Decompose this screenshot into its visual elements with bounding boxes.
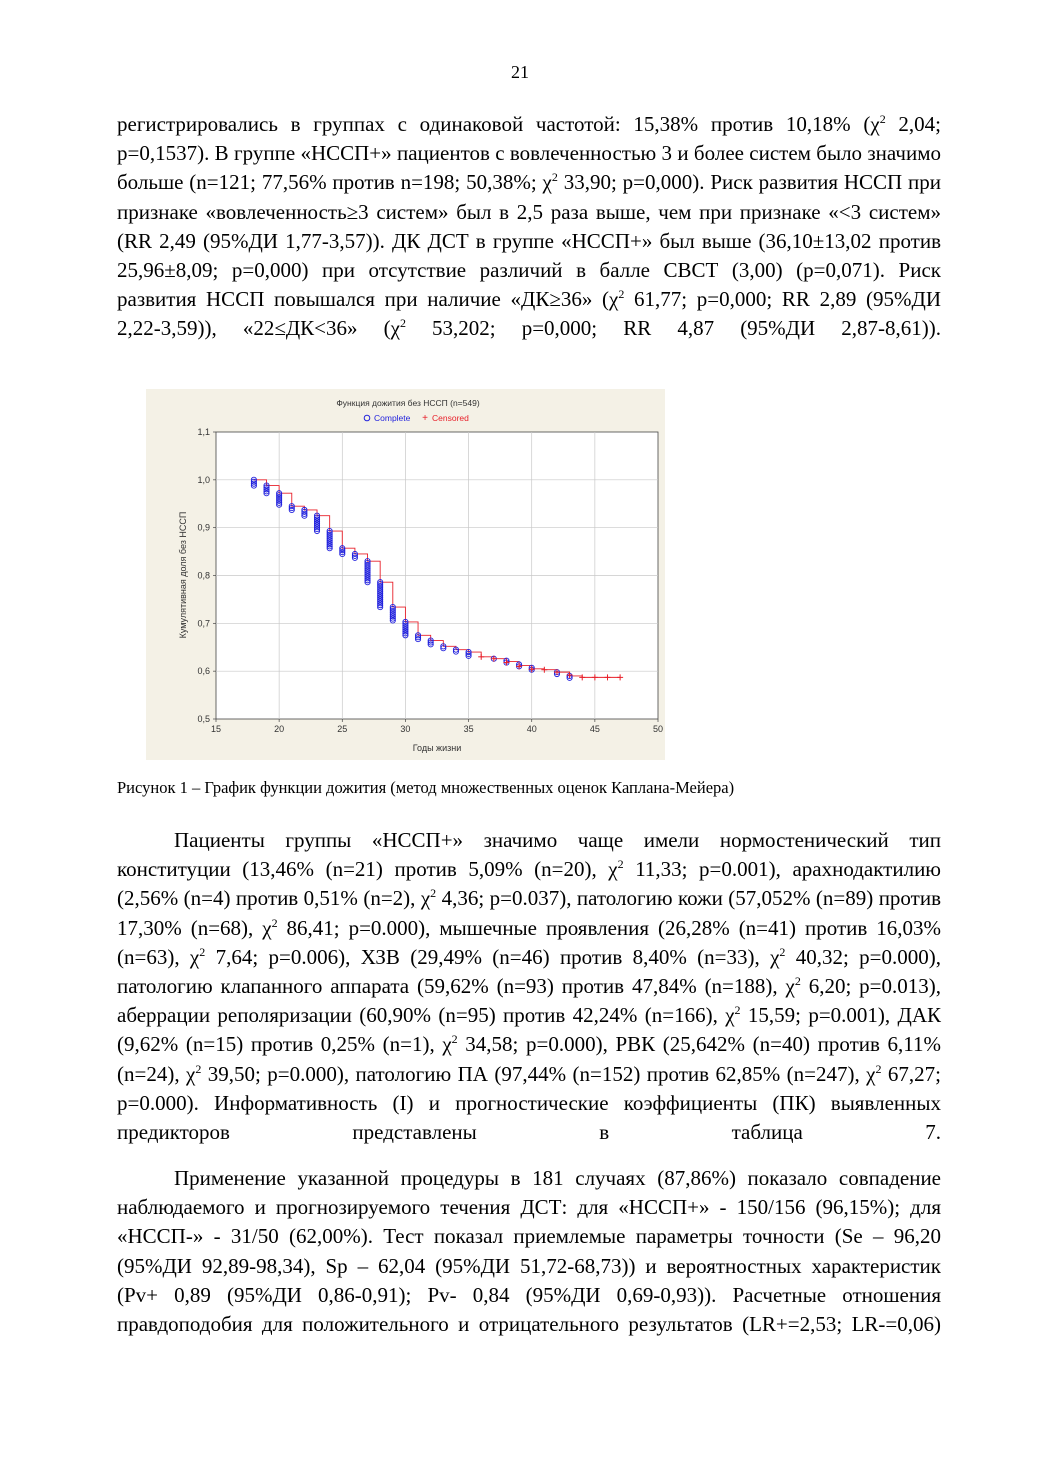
- x-tick-label: 30: [400, 724, 411, 734]
- superscript: 2: [271, 915, 278, 930]
- text-run: 33,90; p=0,000). Риск развития НССП при признаке «вовлеченность≥3 систем» был в 2,5 раза выше, чем при признаке «<3 систем» (RR 2,49 (95%ДИ 1,77-3,57)). ДК ДСТ в группе «НССП+» был выше (36,10±13,02 против 25,96±8,09; p=0,000) при отсутствие различий в балле СВСТ (3,00) (p=0,071). Риск развития НССП повышался при наличие «ДК≥36» (χ: [117, 170, 941, 312]
- superscript: 2: [551, 170, 558, 185]
- legend-complete-marker: [364, 415, 370, 421]
- x-tick-label: 50: [652, 724, 664, 734]
- text-run: Пациенты группы «НССП+» значимо чаще имели нормостенический тип конституции (13,46% (n=21) против 5,09% (n=20), χ: [117, 828, 941, 882]
- superscript: 2: [794, 974, 801, 989]
- y-tick-label: 0,7: [197, 618, 210, 629]
- superscript: 2: [618, 287, 625, 302]
- paragraph-2: [117, 826, 941, 1147]
- text-run: 2,04; p=0,1537). В группе «НССП+» пациентов с вовлеченностью 3 и более систем было значимо больше (n=121; 77,56% против n=198; 50,38%; χ: [117, 112, 941, 195]
- superscript: 2: [617, 857, 624, 872]
- text-run: 4,36; p=0.037), патологию кожи (57,052% (n=89) против 17,30% (n=68), χ: [117, 886, 941, 940]
- superscript: 2: [430, 886, 437, 901]
- superscript: 2: [879, 112, 886, 126]
- legend-censored-marker: +: [422, 413, 428, 424]
- y-tick-label: 1,0: [197, 474, 210, 485]
- superscript: 2: [451, 1032, 458, 1047]
- text-run: 11,33; p=0.001), арахнодактилию (2,56% (n=4) против 0,51% (n=2), χ: [117, 857, 941, 911]
- text-run: 6,20; p=0.013), аберрации реполяризации (60,90% (n=95) против 42,24% (n=166), χ: [117, 974, 942, 1028]
- text-run: 39,50; p=0.000), патологию ПА (97,44% (n=152) против 62,85% (n=247), χ: [201, 1061, 876, 1086]
- x-tick-label: 35: [463, 724, 474, 734]
- y-tick-label: 0,5: [197, 714, 210, 724]
- superscript: 2: [399, 316, 406, 331]
- page-number: 21: [511, 62, 529, 82]
- superscript: 2: [875, 1061, 882, 1076]
- text-run: 34,58; p=0.000), РВК (25,642% (n=40) против 6,11% (n=24), χ: [117, 1032, 941, 1086]
- y-axis-label: Кумулятивная доля без НССП: [178, 511, 188, 639]
- superscript: 2: [734, 1003, 741, 1018]
- legend-complete-label: Complete: [374, 413, 411, 423]
- paragraph-1: [117, 110, 941, 344]
- text-run: 15,59; p=0.001), ДАК (9,62% (n=15) против 0,25% (n=1), χ: [117, 1003, 941, 1057]
- superscript: 2: [199, 944, 206, 959]
- x-tick-label: 25: [337, 724, 348, 734]
- y-tick-label: 1,1: [197, 427, 210, 437]
- paragraph-3: Применение указанной процедуры в 181 случаях (87,86%) показало совпадение наблюдаемого и прогнозируемого течения ДСТ: для «НССП+» - 150/156 (96,15%); для «НССП-» - 31/50 (62,00%). Тест показал приемлемые параметры точности (Se – 96,20 (95%ДИ 92,89-98,34), Sp – 62,04 (95%ДИ 51,72-68,73)) и вероятностных характеристик (Pv+ 0,89 (95%ДИ 0,86-0,91); Pv- 0,84 (95%ДИ 0,69-0,93)). Расчетные отношения правдоподобия для положительного и отрицательного результатов (LR+=2,53; LR-=0,06): [117, 1166, 941, 1337]
- x-tick-label: 40: [526, 724, 537, 734]
- text-run: 67,27; p=0.000). Информативность (I) и прогностические коэффициенты (ПК) выявленных предикторов представлены в таблица 7.: [117, 1061, 941, 1145]
- y-tick-label: 0,8: [197, 570, 210, 581]
- text-run: регистрировались в группах с одинаковой частотой: 15,38% против 10,18% (χ: [117, 112, 880, 136]
- x-axis-label: Годы жизни: [412, 743, 462, 753]
- figure-kaplan-meier: [146, 389, 665, 760]
- x-tick-label: 45: [589, 724, 600, 734]
- text-run: 53,202; p=0,000; RR 4,87 (95%ДИ 2,87-8,61)).: [405, 316, 941, 341]
- survival-chart: [146, 389, 665, 760]
- text-run: 40,32; p=0.000), патологию клапанного аппарата (59,62% (n=93) против 47,84% (n=188), χ: [117, 944, 942, 999]
- y-tick-label: 0,6: [197, 666, 210, 677]
- y-tick-label: 0,9: [197, 522, 210, 533]
- x-tick-label: 20: [274, 724, 285, 734]
- figure-caption: Рисунок 1 – График функции дожития (метод множественных оценок Каплана-Мейера): [117, 778, 735, 797]
- text-run: 7,64; p=0.006), ХЗВ (29,49% (n=46) против 8,40% (n=33), χ: [205, 944, 780, 969]
- chart-title: Функция дожития без НССП (n=549): [336, 398, 480, 408]
- text-run: 61,77; p=0,000; RR 2,89 (95%ДИ 2,22-3,59)), «22≤ДК<36» (χ: [117, 287, 941, 341]
- x-tick-label: 15: [210, 724, 222, 734]
- legend-censored-label: Censored: [432, 413, 469, 423]
- superscript: 2: [779, 944, 786, 959]
- text-run: 86,41; p=0.000), мышечные проявления (26,28% (n=41) против 16,03% (n=63), χ: [117, 915, 941, 969]
- superscript: 2: [195, 1061, 202, 1076]
